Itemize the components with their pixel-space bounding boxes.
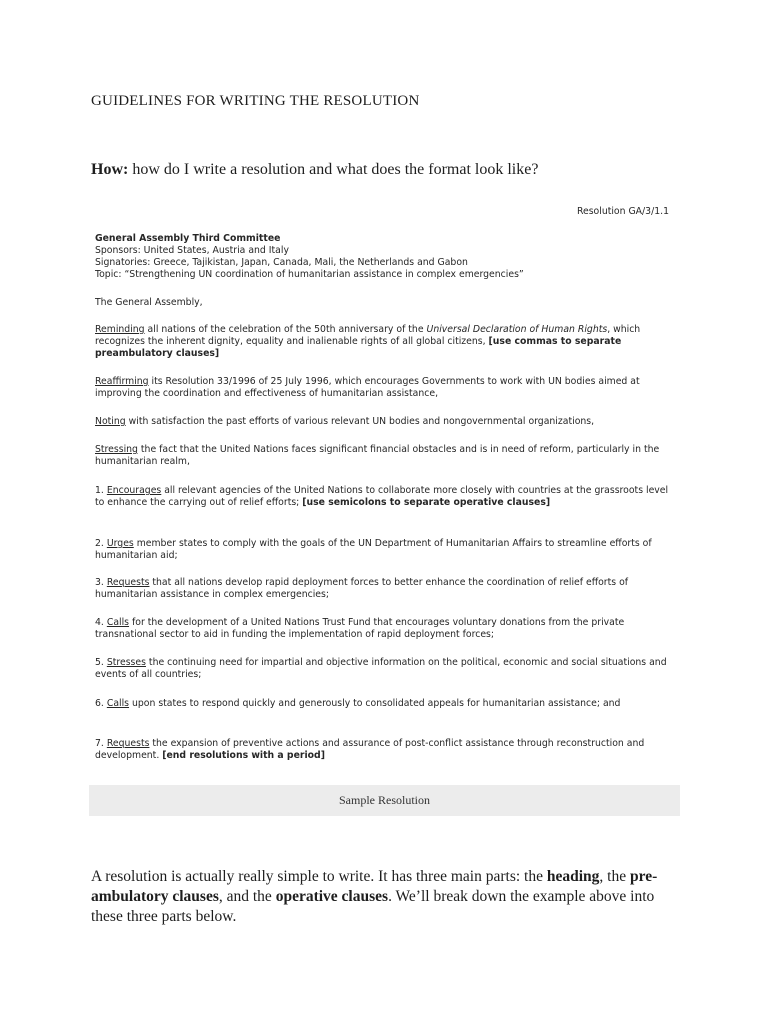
- signatories-line: Signatories: Greece, Tajikistan, Japan, Canada, Mali, the Netherlands and Gabon: [95, 257, 468, 268]
- how-label: How:: [91, 161, 129, 178]
- operative-clause-2: 2. Urges member states to comply with the goals of the UN Department of Humanitarian Affairs to streamline efforts of humanitarian aid;: [95, 538, 652, 561]
- operative-clause-6: 6. Calls upon states to respond quickly and generously to consolidated appeals for humanitarian assistance; and: [95, 698, 621, 709]
- sponsors-line: Sponsors: United States, Austria and Italy: [95, 245, 289, 256]
- operative-clause-5: 5. Stresses the continuing need for impartial and objective information on the political, economic and social situations and events of all countries;: [95, 657, 667, 680]
- preamb-clause-stressing: Stressing the fact that the United Nations faces significant financial obstacles and is in need of reform, particularly in the humanitarian realm,: [95, 444, 660, 467]
- preamb-clause-noting: Noting with satisfaction the past efforts of various relevant UN bodies and nongovernmental organizations,: [95, 416, 595, 427]
- topic-line: Topic: “Strengthening UN coordination of humanitarian assistance in complex emergencies”: [95, 269, 524, 280]
- operative-clause-3: 3. Requests that all nations develop rapid deployment forces to better enhance the coordination of relief efforts of humanitarian assistance in complex emergencies;: [95, 577, 629, 600]
- page-title: GUIDELINES FOR WRITING THE RESOLUTION: [91, 93, 420, 109]
- sample-resolution-figure: [89, 196, 680, 816]
- term-operative: operative clauses: [275, 888, 389, 905]
- operative-clause-4: 4. Calls for the development of a United Nations Trust Fund that encourages voluntary donations from the private transnational sector to aid in funding the implementation of rapid deployment forces;: [95, 617, 625, 640]
- figure-caption: Sample Resolution: [89, 785, 680, 816]
- resolution-heading: [95, 233, 675, 281]
- preamb-clause-reaffirming: Reaffirming its Resolution 33/1996 of 25 July 1996, which encourages Governments to work with UN bodies aimed at improving the coordination and effectiveness of humanitarian assistance,: [95, 376, 640, 399]
- operative-clause-7: 7. Requests the expansion of preventive actions and assurance of post-conflict assistance through reconstruction and development. [end resolutions with a period]: [95, 738, 645, 761]
- preamb-clause-reminding: Reminding all nations of the celebration of the 50th anniversary of the Universal Declaration of Human Rights, which recognizes the inherent dignity, equality and inalienable rights of all global citizens, [use commas to separate preambulatory clauses]: [95, 324, 641, 359]
- intro-paragraph: A resolution is actually really simple to write. It has three main parts: the heading, the pre-ambulatory clauses, and the operative clauses. We’ll break down the example above into these three parts below.: [91, 868, 658, 925]
- resolution-reference: Resolution GA/3/1.1: [576, 206, 669, 217]
- operative-clause-1: 1. Encourages all relevant agencies of the United Nations to collaborate more closely with countries at the grassroots level to enhance the carrying out of relief efforts; [use semicolons to separate operative clauses]: [95, 485, 669, 508]
- term-preambulatory: pre-ambulatory clauses: [91, 868, 658, 905]
- term-heading: heading: [546, 868, 600, 885]
- committee-name: General Assembly Third Committee: [95, 233, 281, 244]
- sample-resolution-image: [89, 196, 680, 785]
- how-question: [91, 161, 538, 179]
- opening-line: The General Assembly,: [95, 297, 203, 308]
- how-text: how do I write a resolution and what does the format look like?: [132, 161, 539, 178]
